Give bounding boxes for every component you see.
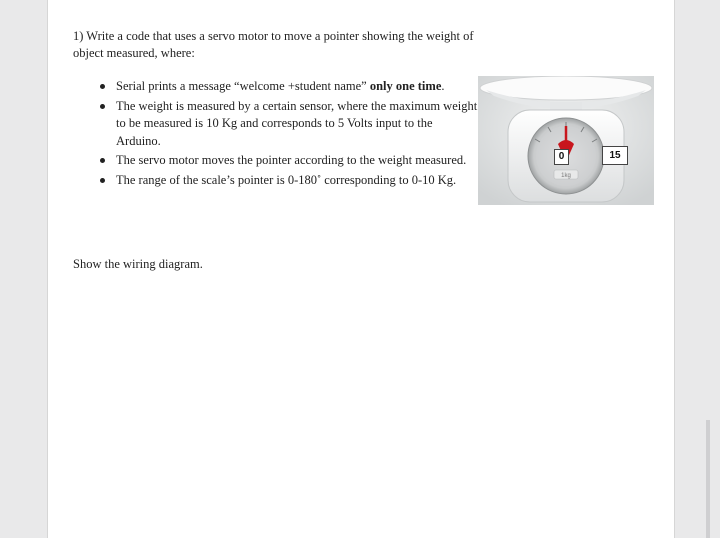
bullet-icon	[100, 158, 105, 163]
bullet-icon	[100, 178, 105, 183]
question-intro	[73, 28, 553, 62]
list-item-text: Serial prints a message “welcome +student name”	[116, 79, 370, 93]
list-item	[98, 98, 478, 151]
list-item	[98, 78, 478, 96]
list-item-tail: .	[441, 79, 445, 93]
list-item-text: The range of the scale’s pointer is 0-180˚ corresponding to 0-10 Kg.	[116, 172, 457, 187]
question-line-1: 1) Write a code that uses a servo motor to move a pointer showing the weight of	[73, 29, 474, 43]
scale-illustration	[478, 76, 654, 205]
label-zero: 0	[554, 149, 569, 165]
question-line-2: object measured, where:	[73, 46, 195, 60]
list-item-bold: only one time	[369, 79, 442, 93]
requirements-list	[98, 78, 478, 191]
label-fifteen: 15	[602, 146, 628, 165]
scale-dial-text: 1kg	[561, 173, 571, 179]
bullet-icon	[100, 104, 105, 109]
bullet-icon	[100, 84, 105, 89]
list-item	[98, 152, 478, 170]
list-item-text: The servo motor moves the pointer according to the weight measured.	[116, 153, 467, 167]
scrollbar-edge[interactable]	[706, 420, 710, 538]
kitchen-scale-image	[478, 76, 654, 205]
list-item-text: The weight is measured by a certain sensor, where the maximum weight to be measured is 10 Kg and corresponds to 5 Volts input to the Arduino.	[116, 98, 478, 148]
show-wiring-instruction: Show the wiring diagram.	[73, 257, 203, 271]
